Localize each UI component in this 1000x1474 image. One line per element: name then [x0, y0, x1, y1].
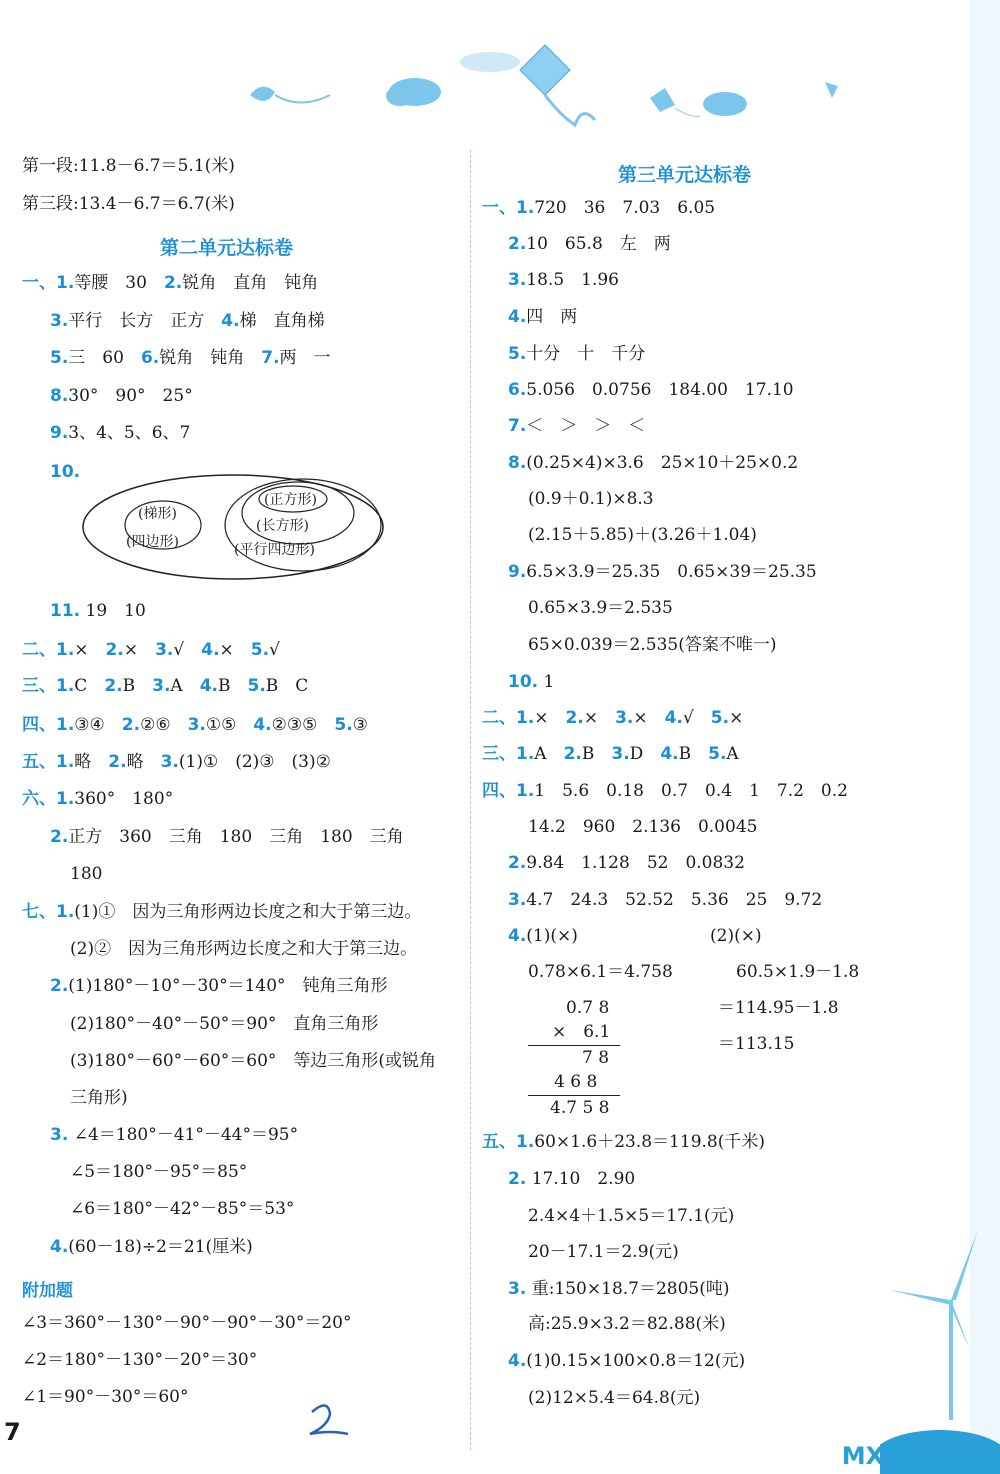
answer-line: ∠5＝180°－95°＝85°: [70, 1162, 248, 1182]
vertical-calc-line: × 6.1: [552, 1022, 611, 1042]
answer-line: 高:25.9×3.2＝82.88(米): [528, 1314, 726, 1334]
vertical-calc-line: 4.7 5 8: [550, 1098, 610, 1118]
quadrilateral-venn-diagram: [78, 470, 388, 585]
answer-line: ∠6＝180°－42°－85°＝53°: [70, 1199, 295, 1219]
q-row: 10.: [50, 462, 81, 482]
section-5-row: 五、1.略 2.略 3.(1)① (2)③ (3)②: [22, 752, 331, 772]
answer-line: ∠3＝360°－130°－90°－90°－30°＝20°: [22, 1313, 352, 1333]
answer-line: 65×0.039＝2.535(答案不唯一): [528, 635, 777, 655]
cloud-icon: [703, 92, 747, 116]
section-2-row: 二、1.× 2.× 3.× 4.√ 5.×: [482, 708, 744, 728]
answer-line: 第一段:11.8－6.7＝5.1(米): [22, 156, 235, 176]
extra-title: 附加题: [22, 1281, 73, 1301]
section-7-row: 七、1.(1)① 因为三角形两边长度之和大于第三边。: [22, 902, 422, 922]
q-row: 9.6.5×3.9＝25.35 0.65×39＝25.35: [508, 562, 817, 582]
q-row: 3.4.7 24.3 52.52 5.36 25 9.72: [508, 890, 823, 910]
q-row: 11. 19 10: [50, 601, 146, 621]
answer-line: 180: [70, 864, 103, 884]
answer-line: (2)(×): [710, 926, 762, 946]
column-divider: [470, 150, 471, 1450]
q-row: 2. 17.10 2.90: [508, 1169, 636, 1189]
vertical-calc-line: 7 8: [582, 1048, 610, 1068]
answer-line: ＝114.95－1.8: [718, 998, 839, 1018]
answer-line: (2.15＋5.85)＋(3.26＋1.04): [528, 525, 757, 545]
section-2-row: 二、1.× 2.× 3.√ 4.× 5.√: [22, 640, 280, 660]
q-row: 3. ∠4＝180°－41°－44°＝95°: [50, 1125, 299, 1145]
q-row: 8.(0.25×4)×3.6 25×10＋25×0.2: [508, 453, 799, 473]
answer-line: 14.2 960 2.136 0.0045: [528, 817, 758, 837]
q-row: 2.(1)180°－10°－30°＝140° 钝角三角形: [50, 976, 388, 996]
watermark: MXQE.COM: [841, 1442, 992, 1470]
venn-label-quadrilateral: (四边形): [126, 534, 179, 550]
q-row: 7.＜ ＞ ＞ ＜: [508, 416, 646, 436]
q-row: 10. 1: [508, 672, 555, 692]
section-3-row: 三、1.C 2.B 3.A 4.B 5.B C: [22, 676, 309, 696]
answer-line: 第三段:13.4－6.7＝6.7(米): [22, 194, 235, 214]
kite-clouds-decoration: [0, 0, 1000, 160]
q-row: 一、1.720 36 7.03 6.05: [482, 198, 716, 218]
answer-line: (2)② 因为三角形两边长度之和大于第三边。: [70, 939, 418, 959]
q-row: 9.3、4、5、6、7: [50, 423, 191, 443]
answer-line: ∠1＝90°－30°＝60°: [22, 1387, 189, 1407]
answer-line: 0.65×3.9＝2.535: [528, 598, 673, 618]
vertical-calc-line: 4 6 8: [554, 1072, 598, 1092]
small-kite-right-icon: [650, 88, 675, 112]
q-row: 4.四 两: [508, 307, 578, 327]
answer-line: 2.4×4＋1.5×5＝17.1(元): [528, 1206, 735, 1226]
answer-line: 三角形): [70, 1088, 128, 1108]
answer-line: (2)12×5.4＝64.8(元): [528, 1388, 701, 1408]
page-number: 7: [4, 1418, 21, 1446]
q-row: 8.30° 90° 25°: [50, 386, 193, 406]
q-row: 3.18.5 1.96: [508, 270, 619, 290]
answer-line: (2)180°－40°－50°＝90° 直角三角形: [70, 1014, 379, 1034]
venn-label-square: (正方形): [264, 492, 317, 508]
section-4-row: 四、1.③④ 2.②⑥ 3.①⑤ 4.②③⑤ 5.③: [22, 715, 368, 735]
q-row: 4.(60－18)÷2＝21(厘米): [50, 1237, 253, 1257]
answer-line: 60.5×1.9－1.8: [736, 962, 860, 982]
q-row: 一、1.等腰 30 2.锐角 直角 钝角: [22, 273, 319, 293]
q-row: 6.5.056 0.0756 184.00 17.10: [508, 380, 794, 400]
venn-label-parallelogram: (平行四边形): [234, 542, 315, 558]
windmill-decoration: [880, 0, 1000, 1474]
answer-line: (3)180°－60°－60°＝60° 等边三角形(或锐角: [70, 1051, 437, 1071]
q-row: 2.正方 360 三角 180 三角 180 三角: [50, 827, 404, 847]
section-4-row: 四、1.1 5.6 0.18 0.7 0.4 1 7.2 0.2: [482, 781, 848, 801]
section-6-row: 六、1.360° 180°: [22, 789, 174, 809]
q-row: 2.10 65.8 左 两: [508, 234, 671, 254]
kite-icon: [520, 45, 570, 95]
venn-label-trapezoid: (梯形): [138, 506, 177, 522]
q-row: 2.9.84 1.128 52 0.0832: [508, 853, 745, 873]
unit2-title: 第二单元达标卷: [160, 237, 294, 259]
section-3-row: 三、1.A 2.B 3.D 4.B 5.A: [482, 744, 739, 764]
section-5-row: 五、1.60×1.6＋23.8＝119.8(千米): [482, 1132, 765, 1152]
answer-line: (0.9＋0.1)×8.3: [528, 489, 654, 509]
venn-label-rectangle: (长方形): [256, 518, 309, 534]
q-row: 5.三 60 6.锐角 钝角 7.两 一: [50, 348, 331, 368]
q-row: 3.平行 长方 正方 4.梯 直角梯: [50, 311, 325, 331]
answer-line: 20－17.1＝2.9(元): [528, 1242, 679, 1262]
unit3-title: 第三单元达标卷: [618, 164, 752, 186]
answer-line: ＝113.15: [718, 1034, 795, 1054]
vertical-calc-line: 0.7 8: [566, 998, 610, 1018]
answer-line: 0.78×6.1＝4.758: [528, 962, 673, 982]
answer-line: ∠2＝180°－130°－20°＝30°: [22, 1350, 258, 1370]
q-row: 4.(1)0.15×100×0.8＝12(元): [508, 1351, 746, 1371]
small-kite-left-icon: [250, 87, 275, 101]
q-row: 4.(1)(×): [508, 926, 578, 946]
handwritten-mark: [300, 1400, 360, 1440]
q-row: 5.十分 十 千分: [508, 344, 646, 364]
q-row: 3. 重:150×18.7＝2805(吨): [508, 1279, 730, 1299]
